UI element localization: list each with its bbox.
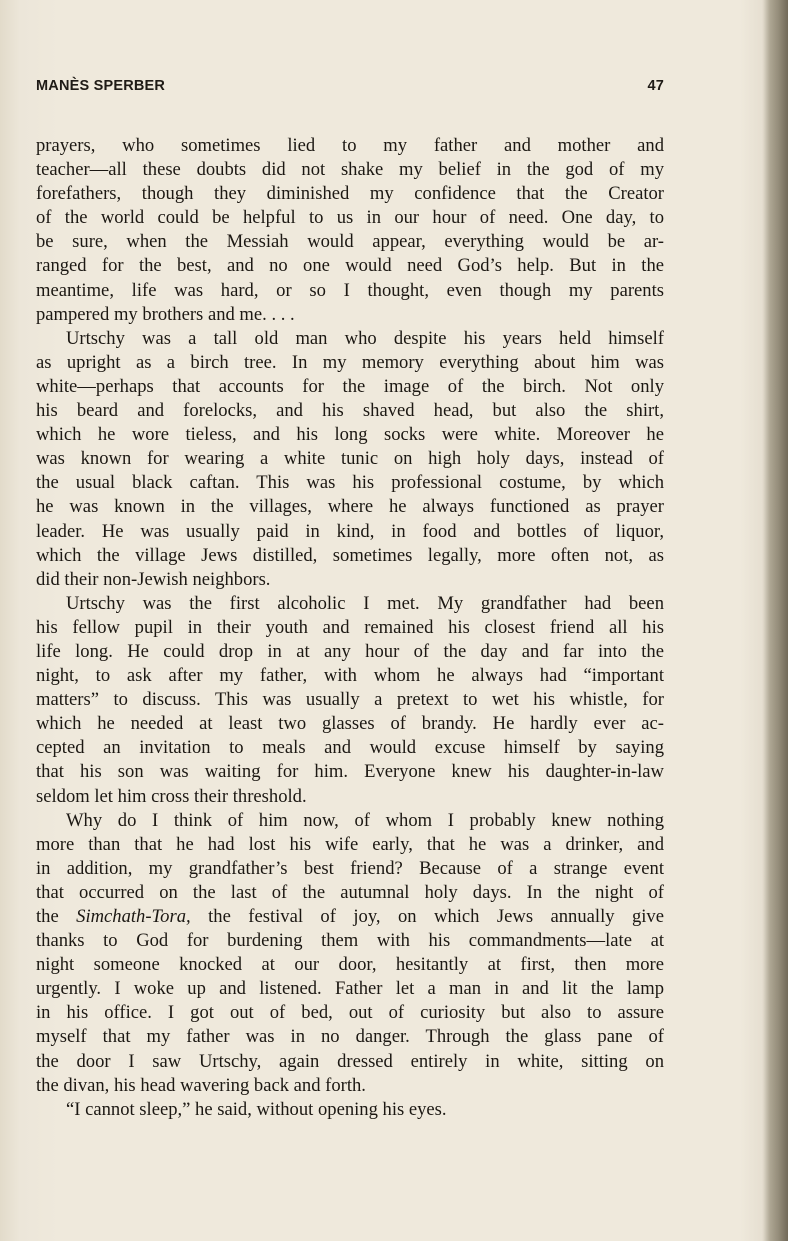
text-line: thanks to God for burdening them with his commandments—late at <box>36 930 664 952</box>
text-line: the divan, his head wavering back and forth. <box>36 1074 366 1096</box>
body-text <box>36 134 664 1122</box>
text-line: teacher—all these doubts did not shake my belief in the god of my <box>36 159 664 181</box>
page-header <box>36 78 664 100</box>
text-line: his beard and forelocks, and his shaved head, but also the shirt, <box>36 400 664 422</box>
text-line: white—perhaps that accounts for the image of the birch. Not only <box>36 375 664 397</box>
text-line: matters” to discuss. This was usually a pretext to wet his whistle, for <box>36 689 664 711</box>
text-line: which he wore tieless, and his long socks were white. Moreover he <box>36 424 664 446</box>
text-segment: the festival of joy, on which Jews annually give <box>190 906 664 927</box>
text-line: the usual black caftan. This was his professional costume, by which <box>36 472 664 494</box>
text-line: prayers, who sometimes lied to my father and mother and <box>36 135 664 156</box>
text-line: more than that he had lost his wife early, that he was a drinker, and <box>36 833 664 855</box>
text-line: in his office. I got out of bed, out of curiosity but also to assure <box>36 1002 664 1024</box>
text-line: myself that my father was in no danger. Through the glass pane of <box>36 1026 664 1048</box>
text-line: Why do I think of him now, of whom I probably knew nothing <box>66 809 664 831</box>
italic-term: Simchath-Tora, <box>76 906 191 927</box>
text-line: his fellow pupil in their youth and remained his closest friend all his <box>36 616 664 638</box>
text-line: that his son was waiting for him. Everyone knew his daughter-in-law <box>36 761 664 783</box>
text-line: cepted an invitation to meals and would excuse himself by saying <box>36 737 664 759</box>
text-line: “I cannot sleep,” he said, without opening his eyes. <box>66 1098 447 1120</box>
text-line: the door I saw Urtschy, again dressed entirely in white, sitting on <box>36 1050 664 1072</box>
text-line: night, to ask after my father, with whom he always had “important <box>36 665 664 687</box>
text-segment: the <box>36 906 77 927</box>
text-line: that occurred on the last of the autumnal holy days. In the night of <box>36 881 664 903</box>
page-number: 47 <box>647 78 664 94</box>
text-line: life long. He could drop in at any hour of the day and far into the <box>36 640 664 662</box>
text-line: pampered my brothers and me. . . . <box>36 303 295 325</box>
text-line: seldom let him cross their threshold. <box>36 785 307 807</box>
text-line: leader. He was usually paid in kind, in food and bottles of liquor, <box>36 520 664 542</box>
text-line: Urtschy was a tall old man who despite his years held himself <box>66 327 664 349</box>
page-edge-shadow <box>764 0 788 1241</box>
text-line: night someone knocked at our door, hesitantly at first, then more <box>36 954 664 976</box>
text-line: which the village Jews distilled, sometimes legally, more often not, as <box>36 544 664 566</box>
text-line: forefathers, though they diminished my confidence that the Creator <box>36 183 664 205</box>
text-line: he was known in the villages, where he always functioned as prayer <box>36 496 664 518</box>
text-line: was known for wearing a white tunic on high holy days, instead of <box>36 448 664 470</box>
running-head: MANÈS SPERBER <box>36 78 166 94</box>
text-line: which he needed at least two glasses of brandy. He hardly ever ac- <box>36 713 664 735</box>
text-line: Urtschy was the first alcoholic I met. My grandfather had been <box>66 592 664 614</box>
text-line: in addition, my grandfather’s best friend? Because of a strange event <box>36 857 664 879</box>
text-line: as upright as a birch tree. In my memory everything about him was <box>36 351 664 373</box>
text-line: did their non-Jewish neighbors. <box>36 568 271 590</box>
text-line: be sure, when the Messiah would appear, everything would be ar- <box>36 231 664 253</box>
text-line: urgently. I woke up and listened. Father let a man in and lit the lamp <box>36 978 664 1000</box>
text-line: meantime, life was hard, or so I thought, even though my parents <box>36 279 664 301</box>
text-line: ranged for the best, and no one would need God’s help. But in the <box>36 255 664 277</box>
text-line <box>36 905 664 929</box>
text-line: of the world could be helpful to us in our hour of need. One day, to <box>36 207 664 229</box>
